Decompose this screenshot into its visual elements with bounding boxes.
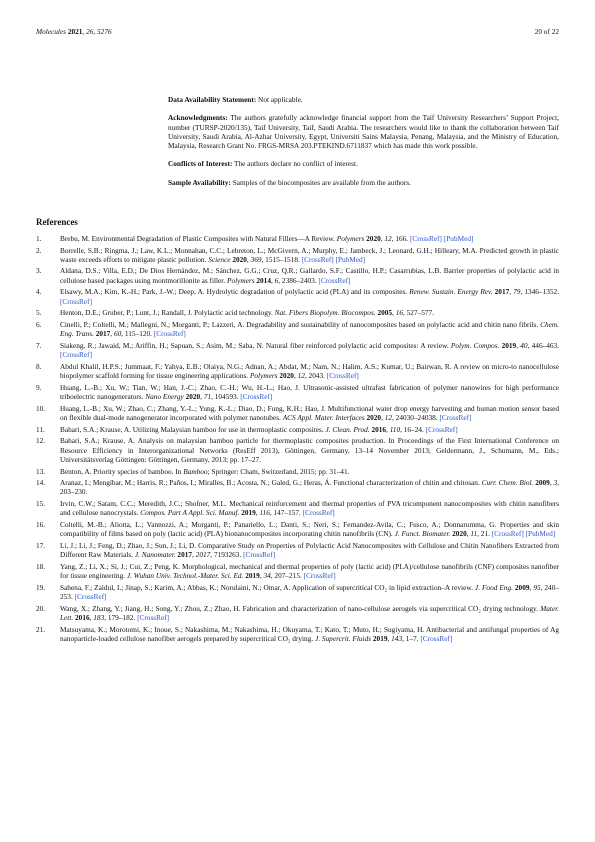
- reference-text: ACS Appl. Mater. Interfaces: [282, 413, 365, 423]
- reference-item: [36, 383, 559, 402]
- reference-item: [36, 499, 559, 518]
- back-matter-text: Samples of the biocomposites are available from the authors.: [230, 177, 411, 187]
- reference-text: 60: [113, 329, 122, 339]
- reference-number: 11.: [36, 424, 45, 434]
- reference-text: Huang, L.-B.; Xu, W.; Tian, W.; Han, J.-C.; Zhao, C.-H.; Wu, H.-L.; Hao, J. Ultrasonic-assisted ultrafast fabrication of polymer nanowires for high performance triboelectric nanogenerators.: [60, 382, 559, 402]
- reference-text: Curr. Chem. Biol.: [481, 478, 534, 488]
- back-matter-label: Data Availability Statement:: [168, 95, 257, 104]
- reference-number: 9.: [36, 382, 42, 392]
- reference-item: [36, 604, 559, 623]
- reference-text: 2017: [494, 287, 510, 297]
- back-matter-label: Acknowledgments:: [168, 113, 228, 123]
- reference-text: ,: [509, 287, 514, 297]
- reference-text: ,: [386, 424, 390, 434]
- reference-text: , 203–230.: [60, 478, 559, 497]
- reference-text: Renew. Sustain. Energy Rev.: [409, 287, 493, 297]
- reference-text: , 2043.: [304, 371, 327, 381]
- reference-text: , 24030–24038.: [392, 413, 440, 423]
- reference-text: Cinelli, P.; Coltelli, M.; Mallegni, N.; Morganti, P.; Lazzeri, A. Degradability and sustainability of nanocomposites based on polylactic acid and chitin nano fibrils.: [60, 319, 541, 329]
- reference-number: 2.: [36, 245, 42, 255]
- reference-text: Wang, X.; Zhang, Y.; Jiang, H.; Song, Y.; Zhou, Z.; Zhao, H. Fabrication and characterization of nano-cellulose aerogels via supercritical CO₂ drying technology.: [60, 603, 541, 613]
- crossref-link[interactable]: [CrossRef]: [326, 371, 359, 381]
- reference-text: , 207–215.: [270, 571, 304, 581]
- reference-text: Polymers: [226, 275, 255, 285]
- reference-text: 2020: [366, 234, 381, 243]
- reference-text: 12: [384, 413, 393, 423]
- crossref-link[interactable]: [CrossRef]: [420, 634, 453, 644]
- reference-text: 2019: [501, 340, 517, 350]
- reference-text: ,: [293, 371, 298, 381]
- reference-item: [36, 246, 559, 265]
- reference-text: J. Supercrit. Fluids: [315, 634, 372, 644]
- reference-item: [36, 436, 559, 464]
- references-list: [36, 234, 559, 646]
- reference-number: 1.: [36, 234, 42, 243]
- reference-text: Li, J.; Li, J.; Feng, D.; Zhao, J.; Sun, J.; Li, D. Comparative Study on Properties of Polylactic Acid Nanocomposites with Cellulose and Chitin Nanofibers Extracted from Different Raw Materials.: [60, 540, 559, 560]
- reference-item: [36, 341, 559, 360]
- reference-text: Huang, L.-B.; Xu, W.; Zhao, C.; Zhang, Y.-L.; Yung, K.-L.; Diao, D.; Fung, K.H.; Hao, J. Multifunctional water drop energy harvesting and human motion sensor based on flexible dual-mode nanogenerator incorporated with polymer nanotubes.: [60, 403, 559, 423]
- back-matter-text: The authors gratefully acknowledge financial support from the Taif University Researchers’ Support Project, number (TURSP-2020/135), Taif University, Taif, Saudi Arabia. The researchers would like to thank the collaboration between Taif University, Saudi Arabia, Al-Azhar University, Egypt, Universiti Sains Malaysia, Penang, Malaysia, and the Ministry of Education, Malaysia, Research Grant No. FRGS-MRSA 203.PTEKIND.6711837 which has made this work possible.: [168, 113, 559, 151]
- back-matter-label: Conflicts of Interest:: [168, 159, 233, 169]
- reference-text: 11: [470, 529, 478, 539]
- reference-text: 110: [389, 424, 401, 434]
- reference-text: 95: [533, 582, 541, 592]
- reference-text: ,: [516, 340, 521, 350]
- reference-text: , 527–577.: [402, 308, 434, 318]
- reference-text: J. Nanomater.: [134, 550, 176, 560]
- reference-item: [36, 583, 559, 602]
- reference-text: 34: [263, 571, 271, 581]
- reference-text: ,: [246, 254, 251, 264]
- journal-year: 2021: [67, 27, 83, 36]
- reference-text: 2017: [177, 550, 193, 560]
- reference-text: , 1–7.: [402, 634, 421, 644]
- crossref-link[interactable]: [CrossRef]: [153, 329, 186, 339]
- reference-number: 19.: [36, 582, 46, 592]
- reference-item: [36, 320, 559, 339]
- crossref-link[interactable]: [CrossRef]: [74, 592, 107, 602]
- reference-text: 183: [93, 613, 105, 623]
- reference-text: , 240–253.: [60, 582, 560, 602]
- reference-text: Abdul Khalil, H.P.S.; Jummaat, F.; Yahya, E.B.; Olaiya, N.G.; Adnan, A.; Abdat, M.; Nam, N.; Halim, A.S.; Kumar, U.; Bairwan, R. A review on micro-to nanocellulose biopolymer scaffold forming for tissue engineering applications.: [60, 361, 559, 381]
- reference-text: ,: [392, 308, 396, 318]
- reference-text: 2020: [452, 529, 467, 539]
- reference-text: Brebu, M. Environmental Degradation of Plastic Composites with Natural Fillers—A Review.: [60, 234, 337, 243]
- reference-text: Aldana, D.S.; Villa, E.D.; De Dios Hernández, M.; Sánchez, G.G.; Cruz, Q.R.; Gallardo, S.F.; Castillo, H.P.; Casarrubias, L.B. Barrier properties of polylactic acid in cellulose based packages using montmorillonite as filler.: [60, 266, 559, 285]
- reference-text: Mater. Lett.: [60, 603, 559, 623]
- reference-text: , 2386–2403.: [278, 275, 319, 285]
- back-matter-label: Sample Availability:: [168, 177, 231, 187]
- reference-number: 18.: [36, 561, 46, 571]
- reference-text: 2009: [514, 582, 530, 592]
- crossref-link[interactable]: [CrossRef]: [425, 424, 458, 434]
- reference-text: ; Springer: Cham, Switzerland, 2015; pp. 31–41.: [207, 466, 350, 476]
- reference-text: ,: [259, 571, 264, 581]
- reference-text: Bahari, S.A.; Krause, A. Analysis on malaysian bamboo particle for thermoplastic composites production. In Proceedings of the First International Conference on Resource Efficiency in Interorganizational Networks (ResEff 2013), Göttingen, Germany, 13–14 November 2013; Geldermann, J., Schumann, M., Eds.; Universitätsverlag Göttingen: Göttingen, Germany, 2013; pp. 17–27.: [60, 436, 559, 465]
- reference-number: 16.: [36, 519, 46, 529]
- reference-text: 2017: [95, 329, 111, 339]
- reference-text: , 7193263.: [210, 550, 244, 560]
- back-matter-text: The authors declare no conflict of interest.: [232, 159, 358, 169]
- journal-volume: , 26, 5276: [82, 27, 112, 36]
- reference-text: Matsuyama, K.; Morotomi, K.; Inoue, S.; Nakashima, M.; Nakashima, H.; Okuyama, T.; Kato, T.; Muto, H.; Sugiyama, H. Antibacterial and antifungal properties of Ag nanoparticle-loaded cellulose nanofiber aerogels prepared by supercritical CO₂ drying.: [60, 624, 559, 644]
- reference-text: , 104593.: [211, 392, 241, 402]
- reference-text: , 1515–1518.: [261, 254, 302, 264]
- reference-item: [36, 308, 559, 317]
- reference-text: Siakeng, R.; Jawaid, M.; Ariffin, H.; Sapuan, S.; Asim, M.; Saba, N. Natural fiber reinforced polylactic acid composites: A review.: [60, 340, 451, 350]
- reference-text: Nano Energy: [145, 392, 184, 402]
- journal-citation: [36, 27, 112, 36]
- reference-text: ,: [270, 275, 275, 285]
- reference-text: Borrelle, S.B.; Ringma, J.; Law, K.L.; Monnahan, C.C.; Lebreton, L.; McGivern, A.; Murphy, E.; Jambeck, J.; Leonard, G.H.; Hilleary, M.A. Predicted growth in plastic waste exceeds efforts to mitigate plastic pollution.: [60, 245, 559, 264]
- reference-item: [36, 404, 559, 423]
- back-matter-paragraph: [168, 178, 559, 187]
- reference-text: , 166.: [391, 234, 410, 243]
- reference-item: [36, 541, 559, 560]
- reference-item: [36, 234, 559, 243]
- reference-text: J. Wuhan Univ. Technol.-Mater. Sci. Ed.: [126, 571, 244, 581]
- pubmed-link[interactable]: [PubMed]: [525, 529, 556, 539]
- reference-text: 2019: [372, 634, 388, 644]
- reference-text: 2017: [195, 550, 211, 560]
- reference-text: 2009: [535, 478, 550, 488]
- reference-text: ,: [110, 329, 114, 339]
- reference-text: Bahari, S.A.; Krause, A. Utilizing Malaysian bamboo for use in thermoplastic composites.: [60, 424, 326, 434]
- reference-text: Aranaz, I.; Mengíbar, M.; Harris, R.; Paños, I.; Miralles, B.; Acosta, N.; Galed, G.; Heras, Á. Functional characterization of chitin and chitosan.: [60, 478, 482, 488]
- reference-text: Henton, D.E.; Gruber, P.; Lunt, J.; Randall, J. Polylactic acid technology.: [60, 308, 275, 318]
- reference-text: Compos. Part A Appl. Sci. Manuf.: [140, 508, 240, 518]
- reference-text: 12: [297, 371, 305, 381]
- reference-text: , 16–24.: [400, 424, 426, 434]
- reference-text: Polymers: [249, 371, 278, 381]
- reference-number: 21.: [36, 624, 46, 634]
- reference-text: , 147–157.: [269, 508, 303, 518]
- reference-text: Nat. Fibers Biopolym. Biocompos.: [274, 308, 376, 318]
- reference-text: Science: [208, 254, 231, 264]
- reference-text: Benton, A. Priority species of bamboo. In: [60, 466, 184, 476]
- reference-number: 4.: [36, 287, 42, 297]
- reference-text: Yang, Z.; Li, X.; Si, J.; Cui, Z.; Peng, K. Morphological, mechanical and thermal properties of poly (lactic acid) (PLA)/cellulose nanofibrils (CNF) composites nanofiber for tissue engineering.: [60, 561, 559, 581]
- crossref-link[interactable]: [CrossRef]: [301, 254, 334, 264]
- reference-text: 71: [203, 392, 212, 402]
- reference-text: 2020: [185, 392, 201, 402]
- reference-text: 143: [391, 634, 403, 644]
- crossref-link[interactable]: [CrossRef]: [302, 508, 335, 518]
- crossref-link[interactable]: [CrossRef]: [243, 550, 276, 560]
- reference-text: ,: [529, 582, 534, 592]
- reference-text: , 446–463.: [527, 340, 560, 350]
- reference-text: 2019: [245, 571, 260, 581]
- reference-text: 2014: [256, 275, 271, 285]
- crossref-link[interactable]: [CrossRef]: [60, 296, 93, 306]
- back-matter-text: Not applicable.: [256, 95, 303, 104]
- reference-text: , 21.: [477, 529, 492, 539]
- crossref-link[interactable]: [CrossRef]: [240, 392, 273, 402]
- reference-text: 2020: [279, 371, 294, 381]
- reference-text: Bamboo: [183, 466, 208, 476]
- reference-text: , 115–120.: [121, 329, 154, 339]
- reference-text: ,: [466, 529, 471, 539]
- reference-text: Sahena, F.; Zaidul, I.; Jinap, S.; Karim, A.; Abbas, K.; Norulaini, N.; Omar, A. Application of supercritical CO₂ in lipid extraction–A review.: [60, 582, 475, 592]
- crossref-link[interactable]: [CrossRef]: [303, 571, 336, 581]
- reference-text: ,: [200, 392, 204, 402]
- back-matter-paragraph: [168, 95, 559, 104]
- reference-text: 2016: [75, 613, 90, 623]
- reference-number: 20.: [36, 603, 46, 613]
- reference-text: ,: [380, 234, 385, 243]
- reference-number: 8.: [36, 361, 42, 371]
- reference-text: , 179–182.: [104, 613, 138, 623]
- reference-item: [36, 266, 559, 285]
- crossref-link[interactable]: [CrossRef]: [318, 275, 351, 285]
- reference-text: 116: [259, 508, 270, 518]
- journal-name: Molecules: [36, 27, 66, 36]
- reference-text: J. Food Eng.: [474, 582, 513, 592]
- reference-item: [36, 467, 559, 476]
- reference-number: 3.: [36, 266, 42, 276]
- reference-item: [36, 425, 559, 434]
- reference-text: 6: [274, 275, 279, 285]
- reference-text: Coltelli, M.-B.; Aliotta, L.; Vannozzi, A.; Morganti, P.; Panariello, L.; Danti, S.; Neri, S.; Fernandez-Avila, C.; Fusco, A.; Donnarumma, G. Properties and skin compatibility of films based on poly (lactic acid) (PLA) bionanocomposites incorporating chitin nanofibrils (CN).: [60, 519, 559, 539]
- reference-text: 2005: [377, 308, 393, 318]
- reference-text: 2016: [371, 424, 387, 434]
- reference-item: [36, 362, 559, 381]
- reference-number: 15.: [36, 498, 46, 508]
- reference-number: 10.: [36, 403, 46, 413]
- pubmed-link[interactable]: [PubMed]: [443, 234, 474, 243]
- reference-text: ,: [381, 413, 385, 423]
- reference-text: 40: [520, 340, 528, 350]
- page-number: 20 of 22: [534, 27, 559, 36]
- reference-item: [36, 562, 559, 581]
- reference-text: 2020: [232, 254, 247, 264]
- reference-text: , 1346–1352.: [520, 287, 560, 297]
- reference-item: [36, 287, 559, 306]
- crossref-link[interactable]: [CrossRef]: [491, 529, 524, 539]
- pubmed-link[interactable]: [PubMed]: [335, 254, 366, 264]
- crossref-link[interactable]: [CrossRef]: [439, 413, 472, 423]
- reference-text: J. Clean. Prod.: [325, 424, 370, 434]
- reference-number: 12.: [36, 436, 46, 446]
- reference-text: ,: [192, 550, 196, 560]
- back-matter: [168, 95, 559, 196]
- reference-text: 2019: [241, 508, 256, 518]
- crossref-link[interactable]: [CrossRef]: [137, 613, 170, 623]
- reference-text: 2020: [366, 413, 382, 423]
- reference-item: [36, 478, 559, 497]
- crossref-link[interactable]: [CrossRef]: [409, 234, 442, 243]
- page-header: [36, 27, 559, 36]
- reference-text: Polym. Compos.: [450, 340, 500, 350]
- reference-item: [36, 520, 559, 539]
- reference-text: Polymers: [336, 234, 365, 243]
- reference-text: 79: [513, 287, 521, 297]
- back-matter-paragraph: [168, 159, 559, 168]
- reference-text: 12: [384, 234, 392, 243]
- reference-text: ,: [549, 478, 554, 488]
- reference-text: ,: [387, 634, 392, 644]
- reference-number: 7.: [36, 340, 42, 350]
- reference-text: Elsawy, M.A.; Kim, K.-H.; Park, J.-W.; Deep, A. Hydrolytic degradation of polylactic acid (PLA) and its composites.: [60, 287, 410, 297]
- reference-number: 14.: [36, 478, 46, 488]
- back-matter-paragraph: [168, 113, 559, 151]
- reference-text: Irvin, C.W.; Satam, C.C.; Meredith, J.C.; Shofner, M.L. Mechanical reinforcement and thermal properties of PVA tricomponent nanocomposites with chitin nanofibers and cellulose nanocrystals.: [60, 498, 559, 518]
- reference-item: [36, 625, 559, 644]
- reference-number: 5.: [36, 308, 42, 318]
- reference-text: 16: [395, 308, 403, 318]
- reference-text: 369: [250, 254, 262, 264]
- reference-text: J. Funct. Biomater.: [394, 529, 451, 539]
- reference-text: Chem. Eng. Trans.: [60, 319, 559, 339]
- reference-number: 13.: [36, 466, 46, 476]
- reference-number: 17.: [36, 540, 46, 550]
- crossref-link[interactable]: [CrossRef]: [60, 350, 93, 360]
- reference-text: ,: [255, 508, 260, 518]
- reference-number: 6.: [36, 319, 42, 329]
- reference-text: ,: [89, 613, 94, 623]
- references-heading: References: [36, 217, 78, 227]
- reference-text: 3: [553, 478, 558, 488]
